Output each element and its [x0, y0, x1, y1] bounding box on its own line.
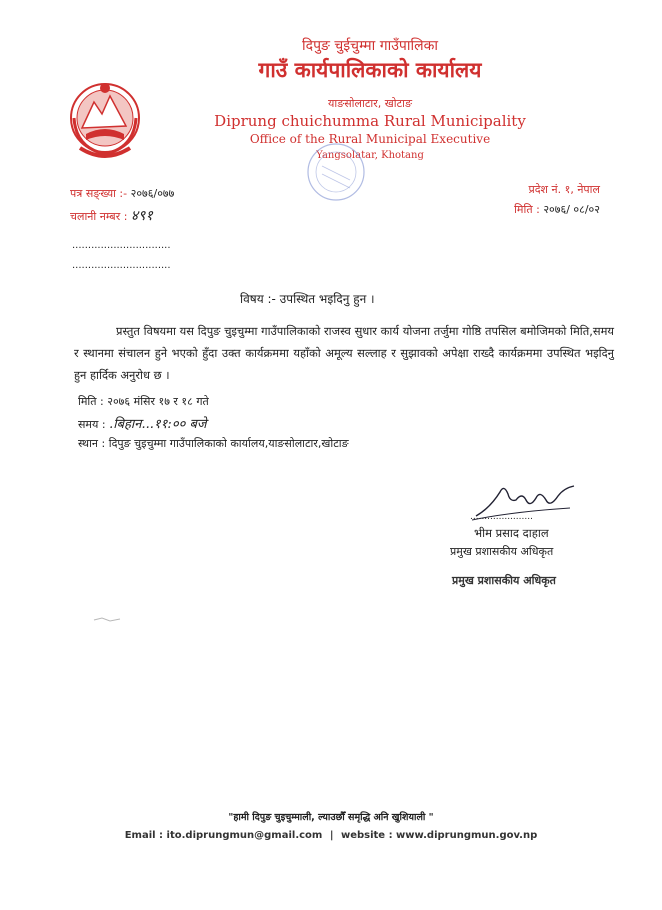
province-date-block — [480, 180, 600, 220]
date-label: मिति : — [514, 203, 540, 216]
footer-website: website : www.diprungmun.gov.np — [340, 830, 538, 841]
letter-number-label: पत्र सङ्ख्या :- — [70, 187, 128, 200]
event-venue: स्थान : दिपुङ चुइचुम्मा गाउँपालिकाको कार्यालय,याङसोलाटार,खोटाङ — [78, 437, 349, 450]
signature-dots: ...................... — [470, 512, 533, 522]
address-np: याङसोलाटार, खोटाङ — [328, 97, 412, 110]
office-name-np: गाउँ कार्यपालिकाको कार्यालय — [258, 58, 482, 82]
dispatch-number-label: चलानी नम्बर : — [70, 210, 128, 223]
date-row — [480, 200, 600, 220]
footer-motto: "हामी दिपुङ चुइचुम्माली, ल्याउछौँ समृद्धि अनि खुशियाली " — [228, 812, 434, 823]
date-value: २०७६/ ०८/०२ — [543, 203, 600, 216]
recipient-line-2: ............................... — [72, 260, 171, 271]
address-en: Yangsolatar, Khotang — [316, 150, 424, 161]
recipient-line-1: ............................... — [72, 240, 171, 251]
designation-stamp: प्रमुख प्रशासकीय अधिकृत — [452, 574, 556, 587]
nepal-emblem-icon — [66, 78, 144, 162]
municipality-name-np: दिपुङ चुईचुम्मा गाउँपालिका — [302, 38, 438, 54]
office-name-en: Office of the Rural Municipal Executive — [249, 132, 491, 146]
footer-contact — [0, 830, 662, 841]
office-stamp-icon — [296, 140, 376, 210]
letter-number-row — [70, 183, 174, 205]
signatory-name: भीम प्रसाद दाहाल — [474, 526, 549, 540]
subject-line: विषय :- उपस्थित भइदिनु हुन । — [240, 292, 375, 306]
event-time-row — [78, 414, 207, 432]
event-date: मिति : २०७६ मंसिर १७ र १८ गते — [78, 395, 209, 408]
dispatch-number-value: ४९१ — [130, 208, 153, 224]
footer-email: Email : ito.diprungmun@gmail.com — [124, 830, 323, 841]
footer-separator: | — [329, 830, 334, 841]
event-time-value: .बिहान...११:०० बजे — [109, 417, 207, 432]
province-label: प्रदेश नं. १, नेपाल — [528, 183, 600, 196]
municipality-name-en: Diprung chuichumma Rural Municipality — [214, 112, 526, 130]
event-time-label: समय : — [78, 418, 106, 431]
body-paragraph: प्रस्तुत विषयमा यस दिपुङ चुइचुम्मा गाउँपालिकाको राजस्व सुधार कार्य योजना तर्जुमा गोष्ठि तपसिल बमोजिमको मिति,समय र स्थानमा संचालन हुने भएको हुँदा उक्त कार्यक्रममा यहाँको अमूल्य सल्लाह र सुझावको अपेक्षा राख्दै कार्यक्रममा उपस्थित भइदिनु हुन हार्दिक अनुरोध छ । — [74, 324, 614, 382]
reference-block — [70, 183, 174, 228]
letter-number-value: २०७६/०७७ — [130, 187, 175, 200]
dispatch-number-row — [70, 205, 174, 228]
signatory-title: प्रमुख प्रशासकीय अधिकृत — [450, 545, 554, 558]
paper-mark-icon — [92, 614, 122, 624]
